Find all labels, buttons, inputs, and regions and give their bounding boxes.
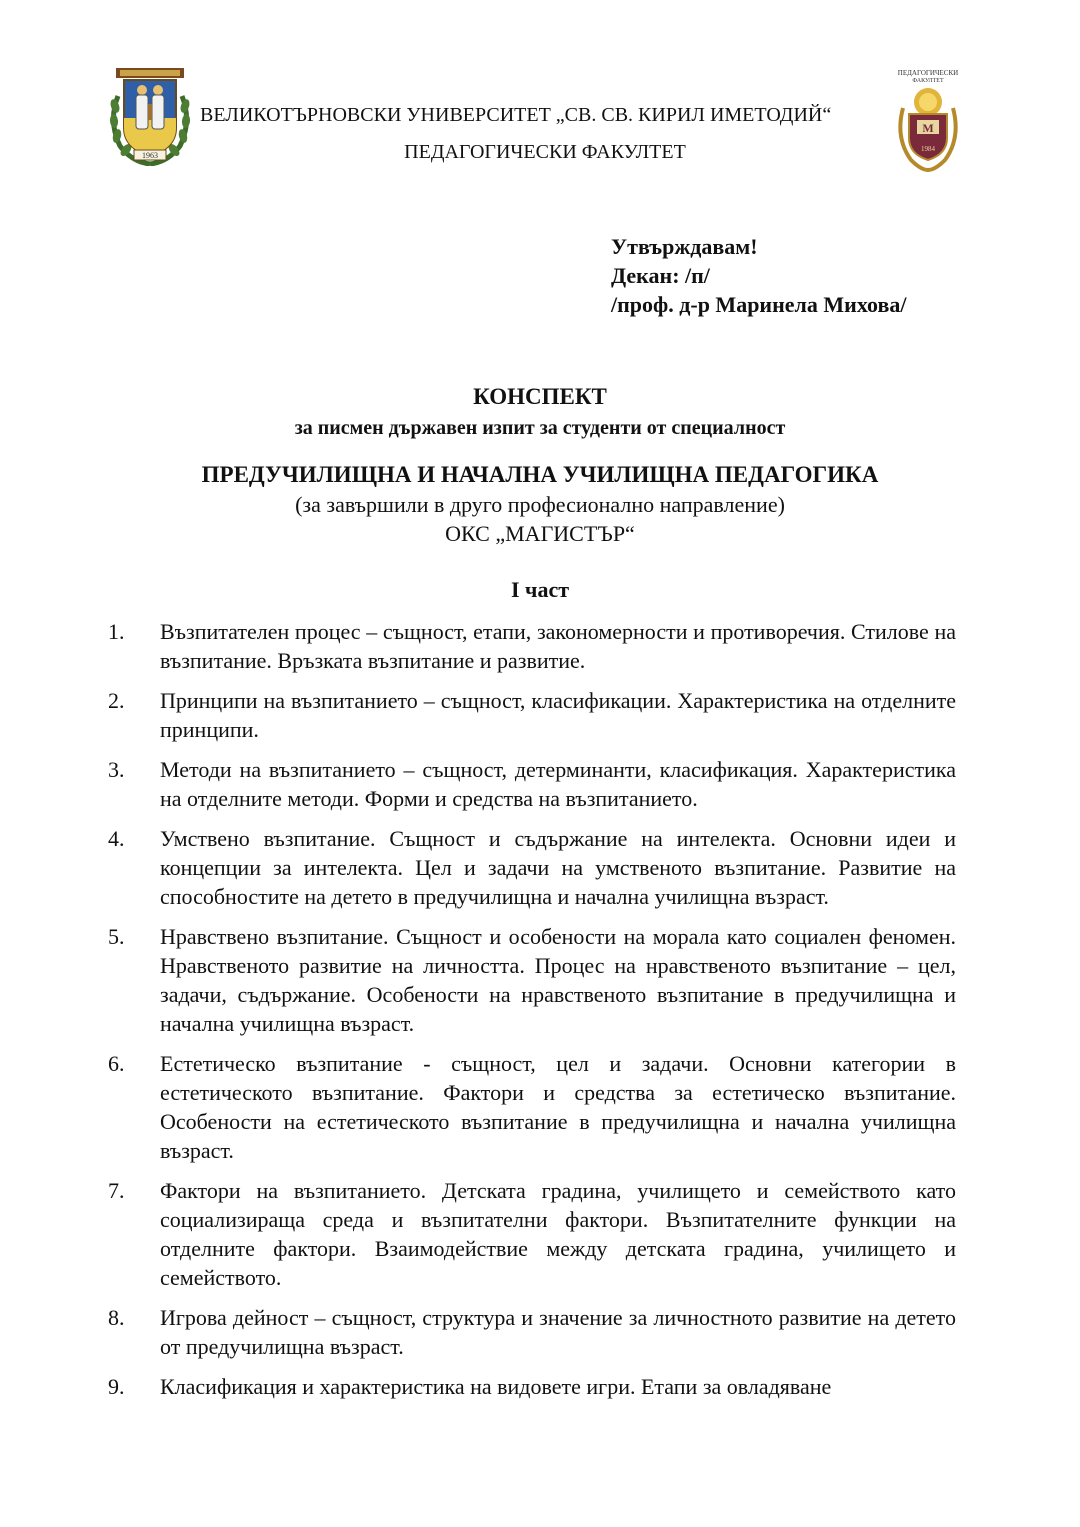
part-heading: I част [510,577,570,602]
dean-name: /проф. д-р Маринела Михова/ [611,292,907,317]
item-text: Фактори на възпитанието. Детската градина, училището и семейството като социализираща среда и възпитателни фактори. Възпитателните функции на отделните фактори. Взаимодействие между детската градина, училището и семейството. [160,1178,956,1290]
dean-line: Декан: /п/ [611,263,710,288]
degree-label: ОКС „МАГИСТЪР“ [445,521,635,546]
faculty-name: ПЕДАГОГИЧЕСКИ ФАКУЛТЕТ [404,141,686,163]
list-item [108,686,956,744]
item-text: Игрова дейност – същност, структура и значение за личностното развитие на детето от предучилищна възраст. [160,1305,956,1359]
item-text: Нравствено възпитание. Същност и особености на морала като социален феномен. Нравственото развитие на личността. Процес на нравственото възпитание – цел, задачи, съдържание. Особености на нравственото възпитание в предучилищна и начална училищна възраст. [160,924,956,1036]
item-number: 5. [108,924,125,949]
list-item [108,1303,956,1361]
item-number: 3. [108,757,125,782]
item-number: 8. [108,1305,125,1330]
list-item [108,1372,956,1401]
topics-list [108,617,956,1412]
approval-block [611,232,906,319]
item-text: Методи на възпитанието – същност, детерминанти, класификация. Характеристика на отделните методи. Форми и средства на възпитанието. [160,757,956,811]
faculty-emblem-logo [893,68,963,174]
item-text: Принципи на възпитанието – същност, класификации. Характеристика на отделните принципи. [160,688,956,742]
list-item [108,922,956,1038]
approval-line: Утвърждавам! [611,234,758,259]
item-number: 1. [108,619,125,644]
item-text: Възпитателен процес – същност, етапи, закономерности и противоречия. Стилове на възпитание. Връзката възпитание и развитие. [160,619,956,673]
document-title: КОНСПЕКТ [473,384,607,409]
document-subtitle: за писмен държавен изпит за студенти от специалност [294,417,786,439]
specialty-title: ПРЕДУЧИЛИЩНА И НАЧАЛНА УЧИЛИЩНА ПЕДАГОГИКА [201,462,879,487]
item-text: Умствено възпитание. Същност и съдържание на интелекта. Основни идеи и концепции за интелекта. Цел и задачи на умственото възпитание. Развитие на способностите на детето в предучилищна и начална училищна възраст. [160,826,956,909]
item-number: 9. [108,1374,125,1399]
item-text: Класификация и характеристика на видовете игри. Етапи за овладяване [160,1374,832,1399]
item-text: Естетическо възпитание - същност, цел и задачи. Основни категории в естетическото възпитание. Фактори и средства за естетическо възпитание. Особености на естетическото възпитание в предучилищна и начална училищна възраст. [160,1051,956,1163]
svg-text:ПЕДАГОГИЧЕСКИ: ПЕДАГОГИЧЕСКИ [897,69,959,77]
list-item [108,755,956,813]
svg-text:1984: 1984 [921,145,935,153]
list-item [108,1049,956,1165]
specialty-note: (за завършили в друго професионално направление) [295,492,785,517]
university-name: ВЕЛИКОТЪРНОВСКИ УНИВЕРСИТЕТ „СВ. СВ. КИРИЛ ИМЕТОДИЙ“ [200,104,832,126]
list-item [108,824,956,911]
svg-text:ФАКУЛТЕТ: ФАКУЛТЕТ [912,78,944,84]
svg-text:1963: 1963 [142,151,158,160]
item-number: 6. [108,1051,125,1076]
list-item [108,1176,956,1292]
item-number: 4. [108,826,125,851]
item-number: 2. [108,688,125,713]
list-item [108,617,956,675]
svg-text:М: М [922,121,934,135]
item-number: 7. [108,1178,125,1203]
